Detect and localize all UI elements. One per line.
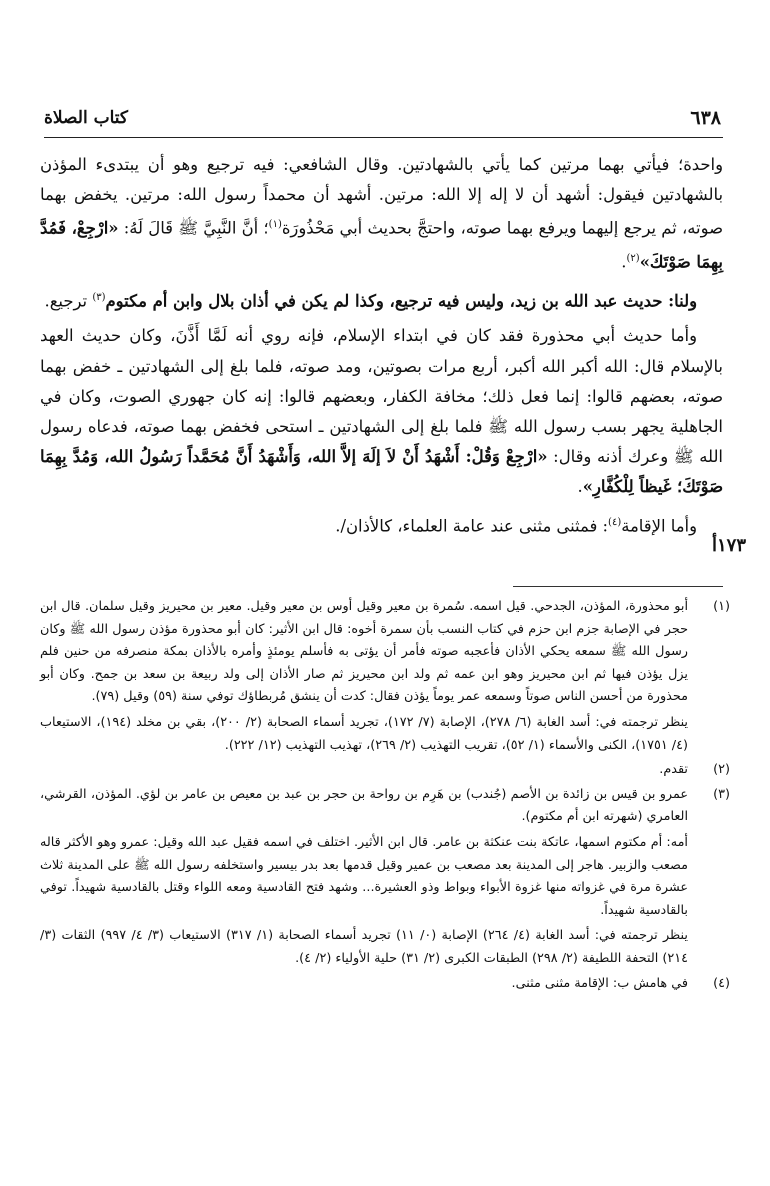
header-rule <box>44 137 723 138</box>
footnote-separator <box>513 586 723 587</box>
footnote-4 <box>40 973 730 996</box>
footnotes <box>40 596 730 997</box>
footnote-3 <box>40 784 730 971</box>
footnote-number: (٢) <box>713 762 730 778</box>
footnote-text: عمرو بن قيس بن زائدة بن الأصم (جُندب) بن هَرِم بن رواحة بن حجر بن عبد بن معيص بن عامر بن لؤي. المؤذن، القرشي، العامري (شهرته ابن أم مكتوم). <box>40 786 688 825</box>
footnote-text: ينظر ترجمته في: أسد الغابة (٦/ ٢٧٨)، الإصابة (٧/ ١٧٢)، تجريد أسماء الصحابة (٢/ ٢٠٠)، بقي بن مخلد (١٩٤)، الاستيعاب (٤/ ١٧٥١)، الكنى والأسماء (١/ ٥٢)، تقريب التهذيب (٢/ ٢٦٩)، تهذيب التهذيب (١٢/ ٢٢٢). <box>40 714 688 753</box>
footnote-number: (٤) <box>713 975 730 991</box>
paragraph-2: ولنا: حديث عبد الله بن زيد، وليس فيه ترجيع، وكذا لم يكن في أذان بلال وابن أم مكتوم$^{(٣)}$ ترجيع. <box>44 291 697 311</box>
footnote-text: ينظر ترجمته في: أسد الغابة (٤/ ٢٦٤) الإصابة (٠/ ١١) تجريد أسماء الصحابة (١/ ٣١٧) الاستيعاب (٣/ ٤/ ٩٩٧) الثقات (٣/ ٢١٤) التحفة اللطيفة (٢/ ٢٩٨) الطبقات الكبرى (٢/ ٣١) حلية الأولياء (٢/ ٤). <box>40 928 688 966</box>
footnote-ref-1: (١) <box>268 219 282 231</box>
running-title: كتاب الصلاة <box>44 108 129 128</box>
page-header <box>44 103 721 133</box>
footnote-text: في هامش ب: الإقامة مثنى مثنى. <box>511 975 688 991</box>
main-text <box>40 150 723 546</box>
footnote-ref-4: (٤) <box>608 516 622 528</box>
footnote-ref-2: (٢) <box>626 253 640 265</box>
manuscript-folio-marker: ١٧٣أ <box>711 535 746 556</box>
footnote-2 <box>40 759 730 782</box>
footnote-ref-3: (٣) <box>92 291 106 303</box>
footnote-text: تقدم. <box>659 762 688 778</box>
hadith-quote-2: «ارْجِعْ وَقُلْ: أَشْهَدُ أَنْ لاَ إلَهَ إلاَّ الله، وَأَشْهَدُ أَنَّ مُحَمَّداً رَسُولُ الله، وَمُدَّ بِهِمَا صَوْتَكَ؛ غَيظاً لِلْكُفَّارِ» <box>40 447 723 497</box>
footnote-number: (٣) <box>713 786 730 802</box>
page-number: ٦٣٨ <box>690 107 721 129</box>
footnote-text: أبو محذورة، المؤذن، الجدحي. قيل اسمه. سُمرة بن معير وقيل أوس بن معير وقيل. معير بن محيريز وقيل سلمان. قال ابن حجر في الإصابة جزم ابن حزم في كتاب النسب بأن سمرة أخوه: قال ابن الأثير: كان أبو محذورة مؤذن رسول الله ﷺ وكان رسول الله ﷺ سمعه يحكي الأذان فأعجبه صوته فأمر أن يؤتى به فأسلم يومئذٍ وأمره بالأذان بمكة منصرفه من حنين فلم يزل يؤذن فيها ثم ابن محيريز وهو ابن عمه ثم ولد ابن محيريز ثم صار الأذان إلى ولد ربيعة بن سعد بن جمح. وكان أبو محذورة من أحسن الناس صوتاً وسمعه عمر يوماً يؤذن فقال: كدت أن ينشق مُربطاؤك توفي سنة (٥٩) وقيل (٧٩). <box>40 599 688 705</box>
paragraph-4: وأما الإقامة$^{(٤)}$: فمثنى مثنى عند عامة العلماء، كالأذان/. <box>335 516 697 536</box>
paragraph-3: وأما حديث أبي محذورة فقد كان في ابتداء الإسلام، فإنه روي أنه لَمَّا أَذَّنَ، وكان حديث العهد بالإسلام قال: الله أكبر الله أكبر، أربع مرات بصوتين، ومد صوته، فلما بلغ إلى الشهادتين ـ خفض بهما صوته، بعضهم قالوا: إنما فعل ذلك؛ مخافة الكفار، وبعضهم قالوا: إنه كان جهوري الصوت، وكان في الجاهلية يجهر بسب رسول الله ﷺ فلما بلغ إلى الشهادتين ـ استحى فخفض بهما صوته، فدعاه رسول الله ﷺ وعرك أذنه وقال: «ارْجِعْ وَقُلْ: أَشْهَدُ أَنْ لاَ إلَهَ إلاَّ الله، وَأَشْهَدُ أَنَّ مُحَمَّداً رَسُولُ الله، وَمُدَّ بِهِمَا صَوْتَكَ؛ غَيظاً لِلْكُفَّارِ». <box>40 326 723 497</box>
footnote-text: أمه: أم مكتوم اسمها، عاتكة بنت عنكثة بن عامر. قال ابن الأثير. اختلف في اسمه فقيل عبد الله وقيل: عمرو وهو الأكثر قاله مصعب والزبير. هاجر إلى المدينة بعد مصعب بن عمير وقيل قدمها بعد بدر بيسير واستخلفه رسول الله ﷺ على المدينة ثلاث عشرة مرة في غزواته منها غزوة الأبواء وبواط وذو العشيرة... وشهد فتح القادسية ومعه اللواء وقتل بالقادسية شهيداً. توفي بالقادسية شهيداً. <box>40 834 688 918</box>
paragraph-1: واحدة؛ فيأتي بهما مرتين كما يأتي بالشهادتين. وقال الشافعي: فيه ترجيع وهو أن يبتدىء المؤذن بالشهادتين فيقول: أشهد أن لا إله إلا الله: مرتين. أشهد أن محمداً رسول الله: مرتين. يخفض بهما صوته، ثم يرجع إليهما ويرفع بهما صوته، واحتجَّ بحديث أبي مَحْذُورَة$^{(١)}$؛ أنَّ النَّبِيَّ ﷺ قَالَ لَهُ: «ارْجِعْ، فَمُدَّ بِهِمَا صَوْتَكَ»$^{(٢)}$. <box>40 155 724 272</box>
hadith-quote-1: «ارْجِعْ، فَمُدَّ بِهِمَا صَوْتَكَ» <box>40 218 723 272</box>
footnote-1 <box>40 596 730 757</box>
footnote-number: (١) <box>713 599 730 614</box>
